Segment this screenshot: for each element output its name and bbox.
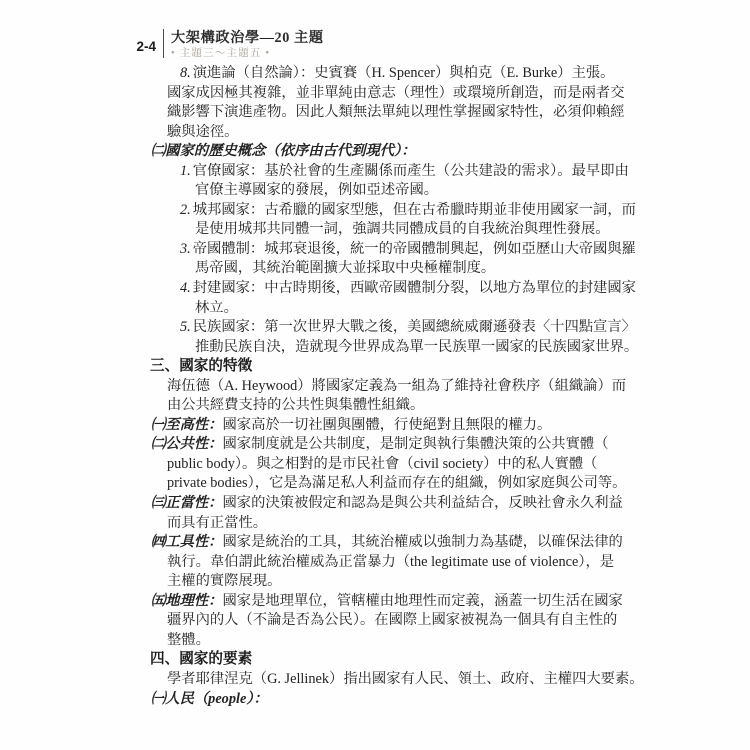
line-text: 國家高於一切社團與團體，行使絕對且無限的權力。 [222,416,552,433]
text-line [0,240,750,260]
text-line [0,670,750,690]
text-line [0,181,750,201]
text-line [0,572,750,592]
text-line [0,396,750,416]
line-text: 織影響下演進產物。因此人類無法單純以理性掌握國家特性，必須仰賴經 [167,104,625,121]
section-heading [0,357,750,377]
line-text: 官僚國家：基於社會的生產關係而產生（公共建設的需求）。最早即由 [192,162,629,179]
line-text: 由公共經費支持的公共性與集體性組織。 [167,397,425,414]
text-line [0,474,750,494]
item-label: ㈣工具性： [151,534,223,551]
line-text: 國家成因極其複雜，並非單純由意志（理性）或環境所創造，而是兩者交 [167,84,625,101]
header-divider [163,29,164,58]
item-label: ㈡公共性： [151,436,223,453]
line-text: 國家制度就是公共制度，是制定與執行集體決策的公共實體（ [222,436,609,453]
text-line [0,455,750,475]
item-label: ㈠至高性： [151,416,223,433]
line-text: 主權的實際展現。 [167,573,282,590]
text-line [0,592,750,612]
text-line [0,299,750,319]
list-number: 3. [180,240,191,257]
text-line [0,162,750,182]
line-text: ㈡國家的歷史概念（依序由古代到現代）： [151,143,416,160]
line-text: 封建國家：中古時期後，西歐帝國體制分裂，以地方為單位的封建國家 [192,280,636,297]
text-line [0,611,750,631]
chapter-range: • 主題三～主題五 • [171,48,271,59]
line-text: 是使用城邦共同體一詞，強調共同體成員的自我統治與理性發展。 [195,221,610,238]
text-line [0,259,750,279]
item-label: ㈠人民（people）： [151,690,268,707]
text-line [0,553,750,573]
line-text: 馬帝國，其統治範圍擴大並採取中央極權制度。 [195,260,496,277]
text-line [0,690,750,710]
text-line [0,514,750,534]
text-line [0,631,750,651]
text-line [0,377,750,397]
text-line [0,338,750,358]
line-text: 驗與途徑。 [167,123,239,140]
text-line [0,435,750,455]
item-label: ㈤地理性： [151,592,223,609]
line-text: 國家的決策被假定和認為是與公共利益結合，反映社會永久利益 [222,495,623,512]
line-text: 學者耶律涅克（G. Jellinek）指出國家有人民、領土、政府、主權四大要素。 [167,670,644,687]
line-text: 林立。 [195,299,238,316]
line-text: public body）。與之相對的是市民社會（civil society）中的私人實體（ [167,455,598,472]
text-line [0,416,750,436]
text-line [0,64,750,84]
line-text: private bodies），它是為滿足私人利益而存在的組織，例如家庭與公司等。 [167,475,627,492]
line-text: 國家是統治的工具，其統治權威以強制力為基礎，以確保法律的 [222,534,623,551]
line-text: 整體。 [167,631,210,648]
list-number: 8. [180,65,191,81]
line-text: 推動民族自決，造就現今世界成為單一民族單一國家的民族國家世界。 [195,338,639,355]
line-text: 演進論（自然論）：史賓賽（H. Spencer）與柏克（E. Burke）主張。 [192,65,615,81]
page-number: 2-4 [136,39,156,54]
item-label: ㈢正當性： [151,495,223,512]
section-heading [0,650,750,670]
text-line [0,533,750,553]
line-text: 國家是地理單位，管轄權由地理性而定義，涵蓋一切生活在國家 [222,592,623,609]
text-line [0,318,750,338]
line-text: 城邦國家：古希臘的國家型態，但在古希臘時期並非使用國家一詞，而 [192,201,636,218]
page-body [0,64,750,709]
list-number: 5. [180,319,191,336]
text-line [0,220,750,240]
text-line [0,494,750,514]
line-text: 而具有正當性。 [167,514,268,531]
list-number: 1. [180,162,191,179]
text-line [0,201,750,221]
line-text: 官僚主導國家的發展，例如亞述帝國。 [195,182,439,199]
line-text: 海伍德（A. Heywood）將國家定義為一組為了維持社會秩序（組織論）而 [167,377,627,394]
line-text: 帝國體制：城邦衰退後，統一的帝國體制興起，例如亞歷山大帝國與羅 [192,240,636,257]
line-text: 三、國家的特徵 [150,358,253,375]
list-number: 2. [180,201,191,218]
line-text: 疆界內的人（不論是否為公民）。在國際上國家被視為一個具有自主性的 [167,612,618,629]
book-title: 大架構政治學—20 主題 [171,30,324,46]
text-line [0,84,750,104]
line-text: 四、國家的要素 [150,651,253,668]
text-line [0,123,750,143]
line-text: 民族國家：第一次世界大戰之後，美國總統威爾遜發表〈十四點宣言〉 [192,319,636,336]
list-number: 4. [180,280,191,297]
subsection-heading [0,142,750,162]
line-text: 執行。韋伯謂此統治權威為正當暴力（the legitimate use of violence），是 [167,553,615,570]
text-line [0,279,750,299]
text-line [0,103,750,123]
